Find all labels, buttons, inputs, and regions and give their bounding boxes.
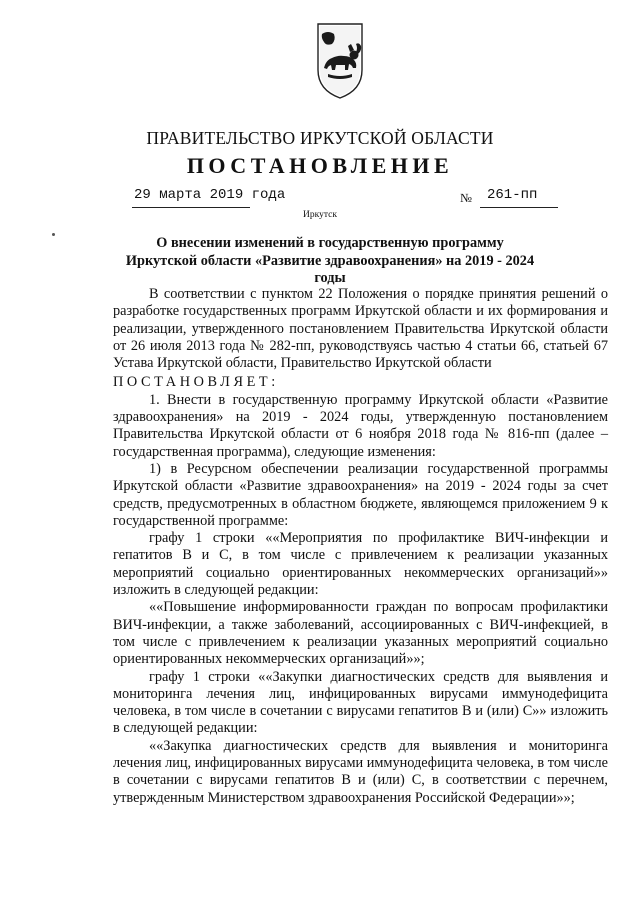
number-sign: № bbox=[460, 191, 472, 205]
body-paragraph: 1. Внести в государственную программу Иркутской области «Развитие здравоохранения» на 2019 - 2024 годы, утвержденную постановлением Правительства Иркутской области от 6 ноября 2018 года № 816-пп (далее – государственная программа), следующие изменения: bbox=[113, 391, 608, 460]
scan-speck bbox=[52, 233, 55, 236]
body-paragraph: графу 1 строки ««Мероприятия по профилактике ВИЧ-инфекции и гепатитов В и С, в том числе с привлечением к реализации указанных мероприятий социально ориентированных некоммерческих организаций»» изложить в следующей редакции: bbox=[113, 530, 608, 599]
body-paragraph: ««Закупка диагностических средств для выявления и мониторинга лечения лиц, инфицированных вирусами иммунодефицита человека, в том числе в сочетании с вирусами гепатитов В и (или) С, в соответствии с перечнем, утвержденным Министерством здравоохранения Российской Федерации»»; bbox=[113, 737, 608, 806]
document-title: О внесении изменений в государственную программу Иркутской области «Развитие здравоохранения» на 2019 - 2024 годы bbox=[125, 235, 535, 286]
city-label: Иркутск bbox=[303, 210, 337, 220]
coat-of-arms-icon bbox=[314, 22, 366, 100]
document-type: ПОСТАНОВЛЕНИЕ bbox=[186, 153, 454, 178]
document-body bbox=[113, 286, 608, 807]
date-underline bbox=[132, 207, 250, 208]
document-date: 29 марта 2019 года bbox=[134, 187, 286, 203]
government-name: ПРАВИТЕЛЬСТВО ИРКУТСКОЙ ОБЛАСТИ bbox=[146, 128, 494, 148]
body-paragraph: ««Повышение информированности граждан по вопросам профилактики ВИЧ-инфекции, а также заболеваний, ассоциированных с ВИЧ-инфекцией, в том числе с привлечением к реализации указанных мероприятий социально ориентированных некоммерческих организаций»»; bbox=[113, 599, 608, 668]
decree-word: ПОСТАНОВЛЯЕТ: bbox=[113, 374, 279, 391]
number-underline bbox=[480, 207, 558, 208]
body-paragraph: графу 1 строки ««Закупки диагностических средств для выявления и мониторинга лечения лиц, инфицированных вирусами иммунодефицита человека, в том числе в сочетании с вирусами гепатитов В и (или) С»» изложить в следующей редакции: bbox=[113, 668, 608, 737]
preamble-paragraph: В соответствии с пунктом 22 Положения о порядке принятия решений о разработке государственных программ Иркутской области и их формирования и реализации, утвержденного постановлением Правительства Иркутской области от 26 июля 2013 года № 282-пп, руководствуясь частью 4 статьи 66, статьей 67 Устава Иркутской области, Правительство Иркутской области bbox=[113, 286, 608, 372]
document-number: 261-пп bbox=[487, 187, 538, 203]
body-paragraph: 1) в Ресурсном обеспечении реализации государственной программы Иркутской области «Развитие здравоохранения» на 2019 - 2024 годы за счет средств, предусмотренных в областном бюджете, являющемся приложением 9 к государственной программе: bbox=[113, 460, 608, 529]
